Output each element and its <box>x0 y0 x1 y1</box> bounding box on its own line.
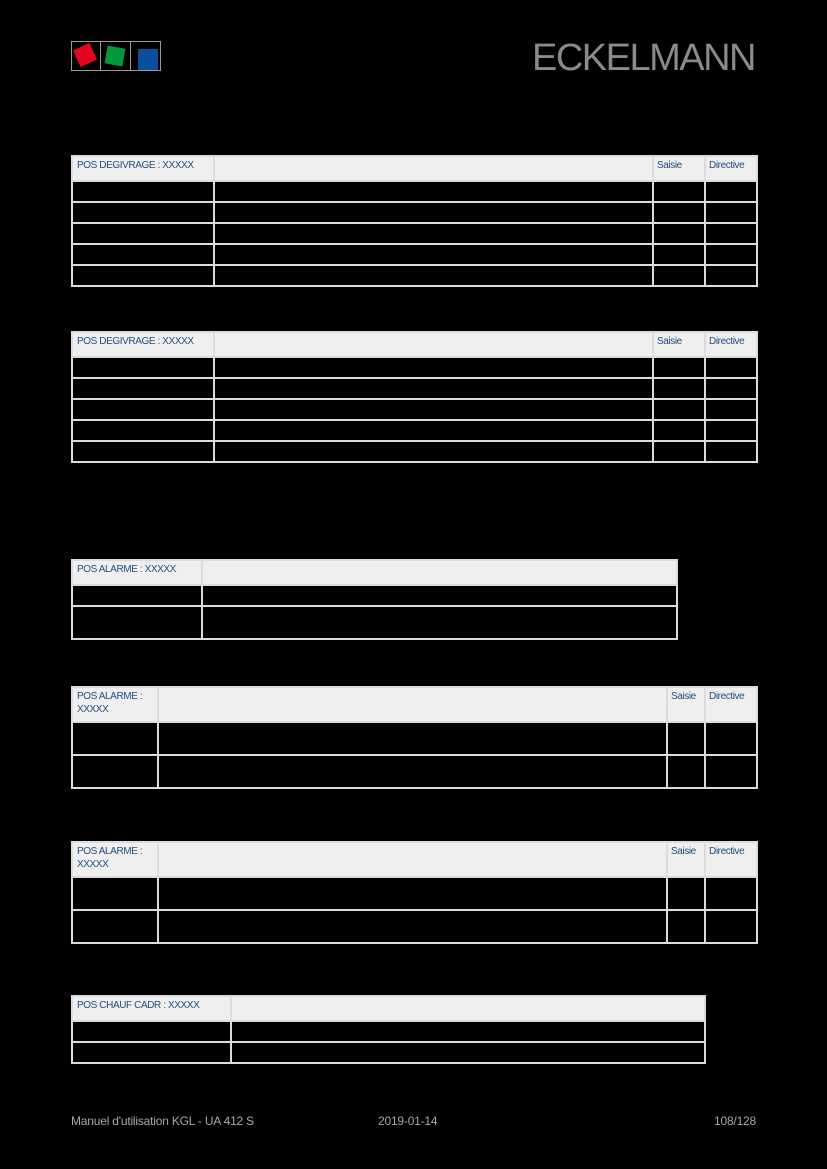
table-cell <box>705 722 757 755</box>
footer-date: 2019-01-14 <box>378 1114 438 1128</box>
table-cell <box>158 722 667 755</box>
table-cell <box>214 244 653 265</box>
column-header-saisie: Saisie <box>667 842 705 877</box>
table-cell <box>667 910 705 943</box>
table-cell <box>653 378 705 399</box>
table-cell <box>705 357 757 378</box>
column-header-description <box>158 842 667 877</box>
table-row <box>72 399 757 420</box>
table-row <box>72 420 757 441</box>
table-row <box>72 585 677 606</box>
table-cell <box>705 910 757 943</box>
table-degivrage-1 <box>71 155 758 287</box>
table-cell <box>72 181 214 202</box>
table-cell <box>214 420 653 441</box>
table-row <box>72 1021 705 1042</box>
table-alarme-1 <box>71 559 678 640</box>
table-cell <box>705 877 757 910</box>
column-header-directive: Directive <box>705 156 757 181</box>
table-row <box>72 755 757 788</box>
table-cell <box>653 265 705 286</box>
column-header-title: POS CHAUF CADR : XXXXX <box>72 996 231 1021</box>
table-cell <box>158 877 667 910</box>
table-cell <box>72 877 158 910</box>
table-cell <box>653 357 705 378</box>
table-row <box>72 181 757 202</box>
table-cell <box>202 606 677 639</box>
table-cell <box>214 357 653 378</box>
table-cell <box>214 441 653 462</box>
table-alarme-2 <box>71 686 758 789</box>
table-cell <box>72 441 214 462</box>
table-row <box>72 378 757 399</box>
table-cell <box>653 181 705 202</box>
table-cell <box>705 244 757 265</box>
table-cell <box>202 585 677 606</box>
table-header-row <box>72 332 757 357</box>
table-header-row <box>72 996 705 1021</box>
column-header-title: POS DEGIVRAGE : XXXXX <box>72 332 214 357</box>
column-header-title: POS ALARME : XXXXX <box>72 687 158 722</box>
column-header-saisie: Saisie <box>653 332 705 357</box>
column-header-description <box>214 332 653 357</box>
table-row <box>72 722 757 755</box>
table-cell <box>653 420 705 441</box>
table-cell <box>231 1042 705 1063</box>
table-chauf-cadr <box>71 995 706 1064</box>
footer-document-title: Manuel d'utilisation KGL - UA 412 S <box>71 1114 254 1128</box>
table-cell <box>705 441 757 462</box>
table-cell <box>705 223 757 244</box>
table-header-row <box>72 842 757 877</box>
logo-square-green <box>101 41 131 71</box>
table-cell <box>72 357 214 378</box>
table-cell <box>214 399 653 420</box>
table-cell <box>705 202 757 223</box>
table-cell <box>72 722 158 755</box>
table-cell <box>705 265 757 286</box>
column-header-description <box>214 156 653 181</box>
table-cell <box>72 1042 231 1063</box>
table-cell <box>653 223 705 244</box>
table-alarme-3 <box>71 841 758 944</box>
table-cell <box>667 877 705 910</box>
table-row <box>72 202 757 223</box>
table-cell <box>667 755 705 788</box>
table-cell <box>214 181 653 202</box>
table-row <box>72 265 757 286</box>
table-row <box>72 606 677 639</box>
table-cell <box>214 265 653 286</box>
column-header-description <box>231 996 705 1021</box>
column-header-directive: Directive <box>705 842 757 877</box>
table-cell <box>705 378 757 399</box>
table-cell <box>705 755 757 788</box>
table-cell <box>72 585 202 606</box>
table-header-row <box>72 560 677 585</box>
footer-page-number: 108/128 <box>714 1114 756 1128</box>
table-cell <box>653 244 705 265</box>
column-header-description <box>202 560 677 585</box>
table-cell <box>72 223 214 244</box>
table-cell <box>72 202 214 223</box>
column-header-title: POS DEGIVRAGE : XXXXX <box>72 156 214 181</box>
table-cell <box>214 378 653 399</box>
table-cell <box>72 755 158 788</box>
table-cell <box>72 1021 231 1042</box>
column-header-saisie: Saisie <box>667 687 705 722</box>
table-cell <box>214 202 653 223</box>
column-header-directive: Directive <box>705 332 757 357</box>
logo-square-blue <box>131 41 161 71</box>
column-header-title: POS ALARME : XXXXX <box>72 842 158 877</box>
table-cell <box>653 202 705 223</box>
table-header-row <box>72 687 757 722</box>
table-cell <box>72 910 158 943</box>
table-cell <box>705 399 757 420</box>
table-row <box>72 877 757 910</box>
table-cell <box>72 606 202 639</box>
table-cell <box>72 378 214 399</box>
table-row <box>72 244 757 265</box>
column-header-saisie: Saisie <box>653 156 705 181</box>
table-cell <box>653 441 705 462</box>
table-row <box>72 357 757 378</box>
column-header-directive: Directive <box>705 687 757 722</box>
brand-wordmark: ECKELMANN <box>532 37 755 79</box>
table-cell <box>72 420 214 441</box>
table-cell <box>158 910 667 943</box>
table-degivrage-2 <box>71 331 758 463</box>
table-cell <box>705 181 757 202</box>
column-header-description <box>158 687 667 722</box>
table-cell <box>231 1021 705 1042</box>
table-cell <box>158 755 667 788</box>
table-row <box>72 910 757 943</box>
table-row <box>72 1042 705 1063</box>
table-cell <box>653 399 705 420</box>
table-cell <box>214 223 653 244</box>
column-header-title: POS ALARME : XXXXX <box>72 560 202 585</box>
table-cell <box>72 244 214 265</box>
table-cell <box>667 722 705 755</box>
table-row <box>72 441 757 462</box>
table-cell <box>705 420 757 441</box>
table-header-row <box>72 156 757 181</box>
table-cell <box>72 265 214 286</box>
table-cell <box>72 399 214 420</box>
table-row <box>72 223 757 244</box>
logo-square-red <box>71 41 101 71</box>
company-logo-mark <box>71 41 162 73</box>
